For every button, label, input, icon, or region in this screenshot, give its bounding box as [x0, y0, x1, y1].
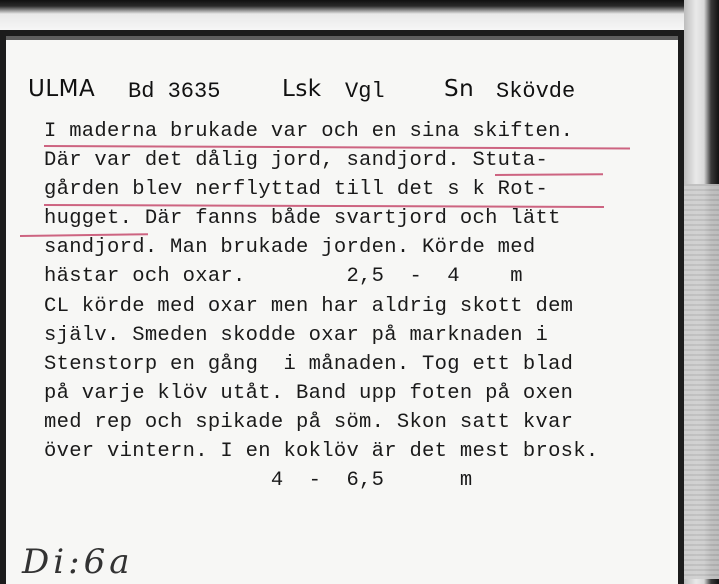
text-line-11: med rep och spikade på söm. Skon satt kvar [44, 411, 574, 434]
volume-number: Bd 3635 [128, 79, 221, 104]
socken-label: Sn [444, 76, 475, 102]
text-line-9: Stenstorp en gång i månaden. Tog ett blad [44, 353, 574, 376]
card-header [28, 76, 648, 110]
top-paper-strip [0, 0, 719, 30]
text-line-6: hästar och oxar. 2,5 - 4 m [44, 265, 523, 288]
text-line-10: på varje klöv utåt. Band upp foten på oxen [44, 382, 574, 405]
text-line-2: Där var det dålig jord, sandjord. Stuta- [44, 149, 549, 172]
text-line-7: CL körde med oxar men har aldrig skott dem [44, 295, 574, 318]
text-line-4: hugget. Där fanns både svartjord och lätt [44, 207, 561, 230]
right-card-stack [684, 184, 719, 579]
landskap-label: Lsk [282, 76, 322, 102]
socken-value: Skövde [496, 79, 576, 104]
text-line-8: själv. Smeden skodde oxar på marknaden i [44, 324, 549, 347]
text-line-5: sandjord. Man brukade jorden. Körde med [44, 236, 536, 259]
text-line-3: gården blev nerflyttad till det s k Rot- [44, 178, 549, 201]
text-line-1: I maderna brukade var och en sina skiften. [44, 120, 574, 143]
text-line-13: 4 - 6,5 m [44, 469, 473, 492]
handwritten-signum: Di:6a [22, 542, 134, 582]
card-top-border [6, 36, 678, 40]
archive-code: ULMA [28, 76, 96, 102]
text-line-12: över vintern. I en koklöv är det mest brosk. [44, 440, 599, 463]
landskap-value: Vgl [345, 79, 385, 104]
